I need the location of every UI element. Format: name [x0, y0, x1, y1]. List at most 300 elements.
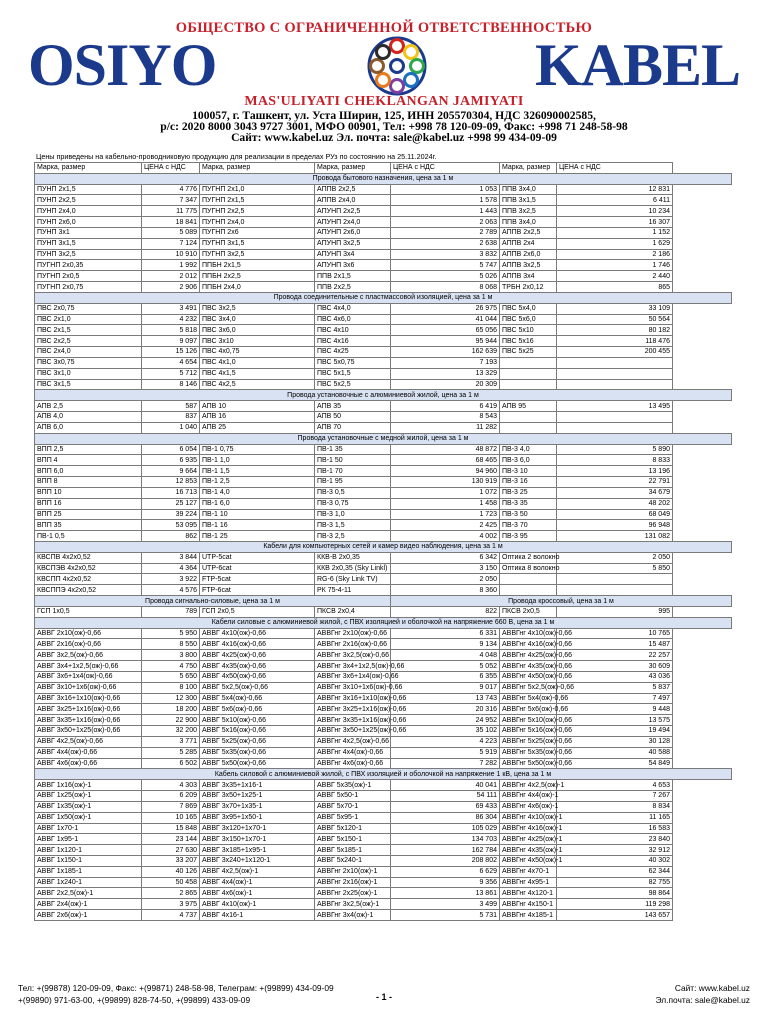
price-cell: 208 802 [391, 856, 500, 867]
price-cell: 5 712 [142, 368, 200, 379]
product-cell: АВВГнг 4х120-1 [500, 888, 557, 899]
price-cell: 65 056 [391, 325, 500, 336]
product-cell: АВВГнг 5х6(ож)-0,66 [500, 704, 557, 715]
product-cell: АВВГ 5х4(ож)-0,66 [200, 693, 315, 704]
price-cell: 9 097 [142, 336, 200, 347]
brand-logo [28, 34, 740, 96]
product-cell [500, 368, 557, 379]
table-row [35, 758, 732, 769]
product-cell: АВВГ 5х50(ож)-0,66 [200, 758, 315, 769]
product-cell: АВВГнг 2х10(ож)-0,66 [315, 628, 391, 639]
product-cell: ПВС 5х2,5 [315, 379, 391, 390]
product-cell: ПУГНП 2х0,35 [35, 260, 142, 271]
product-cell: ПВС 3х1,5 [35, 379, 142, 390]
price-table-body [35, 163, 732, 921]
table-row [35, 379, 732, 390]
price-cell: 13 861 [391, 888, 500, 899]
price-cell: 32 200 [142, 726, 200, 737]
product-cell: АПУНП 3х2,5 [315, 238, 391, 249]
product-cell: ПВ-1 50 [315, 455, 391, 466]
section-header-row [35, 596, 732, 607]
product-cell: АВВГнг 4х185-1 [500, 910, 557, 921]
table-row [35, 888, 732, 899]
product-cell: ПВС 4х1,0 [200, 357, 315, 368]
price-cell: 1 072 [391, 487, 500, 498]
price-cell: 1 443 [391, 206, 500, 217]
price-cell: 41 044 [391, 314, 500, 325]
product-cell: ПВ-1 25 [200, 531, 315, 542]
price-cell: 13 495 [557, 401, 673, 412]
price-cell: 7 869 [142, 801, 200, 812]
product-cell: ПВ-1 10 [200, 509, 315, 520]
price-cell: 6 054 [142, 444, 200, 455]
product-cell: КВСПВ 4х2х0,52 [35, 552, 142, 563]
product-cell: АВВГ 4х25(ож)-0,66 [200, 650, 315, 661]
price-cell: 9 017 [391, 682, 500, 693]
product-cell: АПВ 2,5 [35, 401, 142, 412]
table-row [35, 184, 732, 195]
product-cell: ПВС 3х0,75 [35, 357, 142, 368]
price-cell: 789 [142, 606, 200, 617]
product-cell: ПВС 2х0,75 [35, 303, 142, 314]
product-cell: АВВГ 1х240-1 [35, 877, 142, 888]
price-cell: 68 465 [391, 455, 500, 466]
product-cell: Оптика 2 волокно [500, 552, 557, 563]
price-cell: 43 036 [557, 671, 673, 682]
price-cell: 40 302 [557, 856, 673, 867]
table-row [35, 574, 732, 585]
price-cell: 15 848 [142, 823, 200, 834]
product-cell: ПВ-1 95 [315, 477, 391, 488]
product-cell: ППВ 2х2,5 [315, 282, 391, 293]
price-cell: 7 497 [557, 693, 673, 704]
table-row [35, 477, 732, 488]
table-row [35, 498, 732, 509]
price-cell: 26 975 [391, 303, 500, 314]
product-cell: АВВГ 3х10+1х6(ож)-0,66 [35, 682, 142, 693]
price-cell: 80 182 [557, 325, 673, 336]
price-cell: 3 832 [391, 249, 500, 260]
section-title: Провода установочные с алюминиевой жилой, цена за 1 м [35, 390, 732, 401]
price-cell: 2 186 [557, 249, 673, 260]
wire-core [391, 40, 404, 53]
table-row [35, 260, 732, 271]
price-cell: 134 703 [391, 834, 500, 845]
price-cell: 9 356 [391, 877, 500, 888]
product-cell: АВВГнг 3х4(ож)-1 [315, 910, 391, 921]
product-cell: ПУГНП 3х1,5 [200, 238, 315, 249]
product-cell: АВВГнг 4х2,5(ож)-1 [500, 780, 557, 791]
price-cell: 16 713 [142, 487, 200, 498]
product-cell: АВВГ 4х4(ож)-1 [200, 877, 315, 888]
product-cell: АВВГ 3х95+1х50-1 [200, 812, 315, 823]
price-cell: 1 152 [557, 227, 673, 238]
price-cell: 20 316 [391, 704, 500, 715]
product-cell: АВВГнг 4х35(ож)-1 [500, 845, 557, 856]
price-cell: 3 150 [391, 563, 500, 574]
price-cell: 12 300 [142, 693, 200, 704]
product-cell: АПУНП 3х6 [315, 260, 391, 271]
price-cell: 12 831 [557, 184, 673, 195]
product-cell: АВВГнг 5х35(ож)-0,66 [500, 747, 557, 758]
table-row [35, 487, 732, 498]
product-cell: РК 75-4-11 [315, 585, 391, 596]
price-cell: 3 800 [142, 650, 200, 661]
product-cell: АВВГнг 4х10(ож)-0,66 [500, 628, 557, 639]
product-cell: АВВГ 5х95-1 [315, 812, 391, 823]
product-cell: ПВ-3 50 [500, 509, 557, 520]
product-cell: ВПП 2,5 [35, 444, 142, 455]
product-cell: ГСП 2х0,5 [200, 606, 315, 617]
table-row [35, 747, 732, 758]
product-cell: ПУГНП 2х1,5 [200, 195, 315, 206]
product-cell: АВВГ 1х150-1 [35, 856, 142, 867]
section-header-row [35, 617, 732, 628]
product-cell: ГСП 1х0,5 [35, 606, 142, 617]
product-cell: ПВС 5х10 [500, 325, 557, 336]
product-cell: АПВ 50 [315, 412, 391, 423]
price-cell: 5 919 [391, 747, 500, 758]
product-cell: АВВГнг 4х70-1 [500, 866, 557, 877]
product-cell: ПВС 2х4,0 [35, 347, 142, 358]
price-cell: 1 578 [391, 195, 500, 206]
table-row [35, 693, 732, 704]
price-cell: 8 550 [142, 639, 200, 650]
product-cell: АВВГ 2х2,5(ож)-1 [35, 888, 142, 899]
price-cell: 4 653 [557, 780, 673, 791]
price-cell: 94 960 [391, 466, 500, 477]
price-cell: 8 360 [391, 585, 500, 596]
product-cell: ПВС 4х16 [315, 336, 391, 347]
price-cell: 54 849 [557, 758, 673, 769]
price-cell: 82 755 [557, 877, 673, 888]
price-cell: 54 111 [391, 791, 500, 802]
price-cell: 7 267 [557, 791, 673, 802]
product-cell: ППВ 3х4,0 [500, 184, 557, 195]
table-row [35, 282, 732, 293]
table-row [35, 715, 732, 726]
price-cell: 200 455 [557, 347, 673, 358]
price-cell: 16 583 [557, 823, 673, 834]
product-cell [500, 422, 557, 433]
product-cell: ПУНП 2х1,5 [35, 184, 142, 195]
product-cell: ПВС 2х1,5 [35, 325, 142, 336]
product-cell: ПУНП 2х2,5 [35, 195, 142, 206]
price-cell: 5 850 [557, 563, 673, 574]
price-cell: 4 223 [391, 736, 500, 747]
table-row [35, 520, 732, 531]
product-cell: ПВ-3 6,0 [500, 455, 557, 466]
product-cell: АВВГ 4х35(ож)-0,66 [200, 661, 315, 672]
price-cell: 50 564 [557, 314, 673, 325]
product-cell: АВВГнг 2х16(ож)-1 [315, 877, 391, 888]
price-cell: 86 304 [391, 812, 500, 823]
price-cell: 22 900 [142, 715, 200, 726]
wire-core [405, 74, 418, 87]
product-cell: АВВГ 5х120-1 [315, 823, 391, 834]
price-cell: 5 818 [142, 325, 200, 336]
brand-word-right: KABEL [534, 32, 740, 98]
product-cell: ПВ-3 0,75 [315, 498, 391, 509]
price-cell: 6 209 [142, 791, 200, 802]
table-row [35, 563, 732, 574]
product-cell: АВВГнг 2х10(ож)-1 [315, 866, 391, 877]
price-cell [557, 422, 673, 433]
price-cell: 11 282 [391, 422, 500, 433]
column-header: ЦЕНА с НДС [391, 163, 500, 174]
product-cell: ПВС 5х0,75 [315, 357, 391, 368]
product-cell: АПУНП 2х4,0 [315, 217, 391, 228]
column-header: Марка, размер [315, 163, 391, 174]
product-cell: ВПП 4 [35, 455, 142, 466]
price-cell: 4 576 [142, 585, 200, 596]
product-cell: АВВГ 3х35+1х16(ож)-0,66 [35, 715, 142, 726]
product-cell: КВСПП 4х2х0,52 [35, 574, 142, 585]
price-cell: 2 012 [142, 271, 200, 282]
column-header: ЦЕНА с НДС [557, 163, 673, 174]
product-cell: АПВ 16 [200, 412, 315, 423]
product-cell: ПКСВ 2х0,5 [500, 606, 557, 617]
table-row [35, 347, 732, 358]
product-cell: ПКСВ 2х0,4 [315, 606, 391, 617]
product-cell: ПВС 4х10 [315, 325, 391, 336]
product-cell: АВВГнг 4х16(ож)-1 [500, 823, 557, 834]
price-cell: 130 919 [391, 477, 500, 488]
footer-email: Эл.почта: sale@kabel.uz [655, 995, 750, 1005]
product-cell: ПВ-3 25 [500, 487, 557, 498]
price-cell: 4 654 [142, 357, 200, 368]
table-row [35, 704, 732, 715]
price-cell: 48 202 [557, 498, 673, 509]
price-cell: 2 789 [391, 227, 500, 238]
price-cell: 62 344 [557, 866, 673, 877]
price-cell: 587 [142, 401, 200, 412]
product-cell: АППВ 2х4,0 [315, 195, 391, 206]
price-cell: 68 049 [557, 509, 673, 520]
price-cell: 5 285 [142, 747, 200, 758]
product-cell: АВВГ 3х150+1х70-1 [200, 834, 315, 845]
product-cell: АВВГ 5х240-1 [315, 856, 391, 867]
table-row [35, 671, 732, 682]
price-cell: 33 109 [557, 303, 673, 314]
column-header: Марка, размер [200, 163, 315, 174]
product-cell: АПВ 95 [500, 401, 557, 412]
price-cell: 95 944 [391, 336, 500, 347]
product-cell: ККВ 2х0,35 (Sky Linkl) [315, 563, 391, 574]
product-cell: ПВ-3 1,0 [315, 509, 391, 520]
product-cell: АВВГ 2х10(ож)-0,66 [35, 628, 142, 639]
product-cell: ППБН 2х2,5 [200, 271, 315, 282]
product-cell: АВВГ 1х70-1 [35, 823, 142, 834]
contact-line: Сайт: www.kabel.uz Эл. почта: sale@kabel.uz +998 99 434-09-09 [231, 131, 557, 144]
price-cell: 1 992 [142, 260, 200, 271]
product-cell: АВВГ 4х50(ож)-0,66 [200, 671, 315, 682]
table-row [35, 780, 732, 791]
product-cell: ВПП 25 [35, 509, 142, 520]
price-cell: 98 864 [557, 888, 673, 899]
wire-core [377, 46, 390, 59]
product-cell: ПВС 4х6,0 [315, 314, 391, 325]
product-cell: ПВС 3х1,0 [35, 368, 142, 379]
footer-phones-2: +(99890) 971-63-00, +(99899) 828-74-50, +(99899) 433-09-09 [18, 995, 251, 1005]
price-cell: 8 146 [142, 379, 200, 390]
product-cell: ПУГНП 2х4,0 [200, 217, 315, 228]
price-cell: 995 [557, 606, 673, 617]
price-cell: 12 853 [142, 477, 200, 488]
price-cell: 35 102 [391, 726, 500, 737]
product-cell: ПУГНП 2х0,75 [35, 282, 142, 293]
table-row [35, 682, 732, 693]
price-cell [557, 379, 673, 390]
table-row [35, 834, 732, 845]
product-cell: АВВГ 1х95-1 [35, 834, 142, 845]
price-cell: 30 609 [557, 661, 673, 672]
product-cell: АВВГнг 4х4(ож)-0,66 [315, 747, 391, 758]
product-cell: АВВГнг 5х25(ож)-0,66 [500, 736, 557, 747]
table-row [35, 823, 732, 834]
product-cell: АВВГ 4х10(ож)-0,66 [200, 628, 315, 639]
section-title: Кабели силовые с алюминиевой жилой, с ПВХ изоляцией и оболочкой на напряжение 660 В, цена за 1 м [35, 617, 732, 628]
product-cell: АВВГ 1х50(ож)-1 [35, 812, 142, 823]
price-cell: 10 765 [557, 628, 673, 639]
price-cell: 865 [557, 282, 673, 293]
price-cell: 15 487 [557, 639, 673, 650]
price-cell: 6 331 [391, 628, 500, 639]
product-cell: ВПП 6,0 [35, 466, 142, 477]
price-cell: 5 026 [391, 271, 500, 282]
table-row [35, 845, 732, 856]
product-cell: АВВГ 5х50-1 [315, 791, 391, 802]
product-cell: АВВГнг 3х16+1х10(ож)-0,66 [315, 693, 391, 704]
product-cell: RG-6 (Sky Link TV) [315, 574, 391, 585]
price-cell: 13 575 [557, 715, 673, 726]
table-row [35, 509, 732, 520]
price-cell: 69 433 [391, 801, 500, 812]
price-cell: 24 952 [391, 715, 500, 726]
product-cell: АВВГнг 3х6+1х4(ож)-0,66 [315, 671, 391, 682]
product-cell: АВВГ 5х70-1 [315, 801, 391, 812]
product-cell: ПВ-1 4,0 [200, 487, 315, 498]
price-cell: 119 298 [557, 899, 673, 910]
price-cell: 3 922 [142, 574, 200, 585]
product-cell: ВПП 16 [35, 498, 142, 509]
price-cell: 10 165 [142, 812, 200, 823]
product-cell: ПУНП 3х2,5 [35, 249, 142, 260]
product-cell: АППВ 2х4 [500, 238, 557, 249]
section-header-row [35, 769, 732, 780]
product-cell [500, 574, 557, 585]
table-row [35, 206, 732, 217]
product-cell: АПУНП 2х6,0 [315, 227, 391, 238]
product-cell: АВВГнг 3х4+1х2,5(ож)-0,66 [315, 661, 391, 672]
product-cell: ПВ-1 6,0 [200, 498, 315, 509]
product-cell: АВВГнг 4х50(ож)-0,66 [500, 671, 557, 682]
product-cell: АВВГ 2х4(ож)-1 [35, 899, 142, 910]
table-row [35, 910, 732, 921]
price-cell: 11 775 [142, 206, 200, 217]
product-cell: ВПП 8 [35, 477, 142, 488]
product-cell: АВВГнг 4х6(ож)-1 [500, 801, 557, 812]
product-cell: АПУНП 2х2,5 [315, 206, 391, 217]
product-cell: ККВ-В 2х0,35 [315, 552, 391, 563]
price-cell: 2 050 [391, 574, 500, 585]
table-row [35, 249, 732, 260]
footer-phones-1: Тел: +(99878) 120-09-09, Факс: +(99871) 248-58-98, Телеграм: +(99899) 434-09-09 [18, 983, 334, 993]
product-cell: АВВГ 5х150-1 [315, 834, 391, 845]
section-header-row [35, 541, 732, 552]
product-cell: АВВГнг 4х50(ож)-1 [500, 856, 557, 867]
product-cell: АВВГ 4х16(ож)-0,66 [200, 639, 315, 650]
product-cell: ППВ 3х2,5 [500, 206, 557, 217]
product-cell: АВВГ 3х2,5(ож)-0,66 [35, 650, 142, 661]
product-cell: Оптика 8 волокно [500, 563, 557, 574]
section-title: Провода соединительные с пластмассовой изоляцией, цена за 1 м [35, 292, 732, 303]
price-cell: 1 053 [391, 184, 500, 195]
price-note: Цены приведены на кабельно-проводниковую продукцию для реализации в пределах РУз по состоянию на 25.11.2024г. [36, 152, 437, 161]
product-cell: ПУНП 2х6,0 [35, 217, 142, 228]
product-cell: АВВГ 2х6(ож)-1 [35, 910, 142, 921]
product-cell: АВВГнг 4х25(ож)-1 [500, 834, 557, 845]
table-row [35, 552, 732, 563]
table-row [35, 856, 732, 867]
product-cell: ПВ-1 1,5 [200, 466, 315, 477]
price-cell: 105 029 [391, 823, 500, 834]
section-title: Кабели для компьютерных сетей и камер видео наблюдения, цена за 1 м [35, 541, 732, 552]
price-cell [557, 585, 673, 596]
price-cell: 2 050 [557, 552, 673, 563]
section-title: Провода сигнально-силовые, цена за 1 м [35, 596, 391, 607]
price-cell: 4 750 [142, 661, 200, 672]
product-cell: АВВГ 4х6(ож)-0,66 [35, 758, 142, 769]
product-cell: АВВГ 3х35+1х16-1 [200, 780, 315, 791]
product-cell: ПВС 4х1,5 [200, 368, 315, 379]
product-cell [500, 412, 557, 423]
cable-cross-section-icon [366, 36, 428, 96]
product-cell: АВВГ 3х4+1х2,5(ож)-0,66 [35, 661, 142, 672]
product-cell: АВВГ 1х25(ож)-1 [35, 791, 142, 802]
product-cell: АППВ 2х6,0 [500, 249, 557, 260]
price-cell: 1 040 [142, 422, 200, 433]
section-header-row [35, 173, 732, 184]
price-cell: 837 [142, 412, 200, 423]
product-cell: ПВ-3 4,0 [500, 444, 557, 455]
product-cell: ПВ-1 16 [200, 520, 315, 531]
table-row [35, 325, 732, 336]
column-header: Марка, размер [500, 163, 557, 174]
price-cell: 5 731 [391, 910, 500, 921]
product-cell: АПВ 35 [315, 401, 391, 412]
table-row [35, 303, 732, 314]
product-cell: АВВГнг 4х16(ож)-0,66 [500, 639, 557, 650]
price-cell: 131 082 [557, 531, 673, 542]
product-cell: АВВГнг 4х4(ож)-1 [500, 791, 557, 802]
price-cell: 3 975 [142, 899, 200, 910]
price-cell: 6 502 [142, 758, 200, 769]
price-cell: 8 834 [557, 801, 673, 812]
product-cell [500, 585, 557, 596]
wire-core [405, 46, 418, 59]
price-cell: 40 041 [391, 780, 500, 791]
table-row [35, 606, 732, 617]
section-title: Провода установочные с медной жилой, цена за 1 м [35, 433, 732, 444]
product-cell: АВВГ 5х10(ож)-0,66 [200, 715, 315, 726]
price-cell: 39 224 [142, 509, 200, 520]
table-row [35, 585, 732, 596]
product-cell: АВВГ 1х120-1 [35, 845, 142, 856]
table-row [35, 357, 732, 368]
table-row [35, 812, 732, 823]
price-cell: 8 543 [391, 412, 500, 423]
